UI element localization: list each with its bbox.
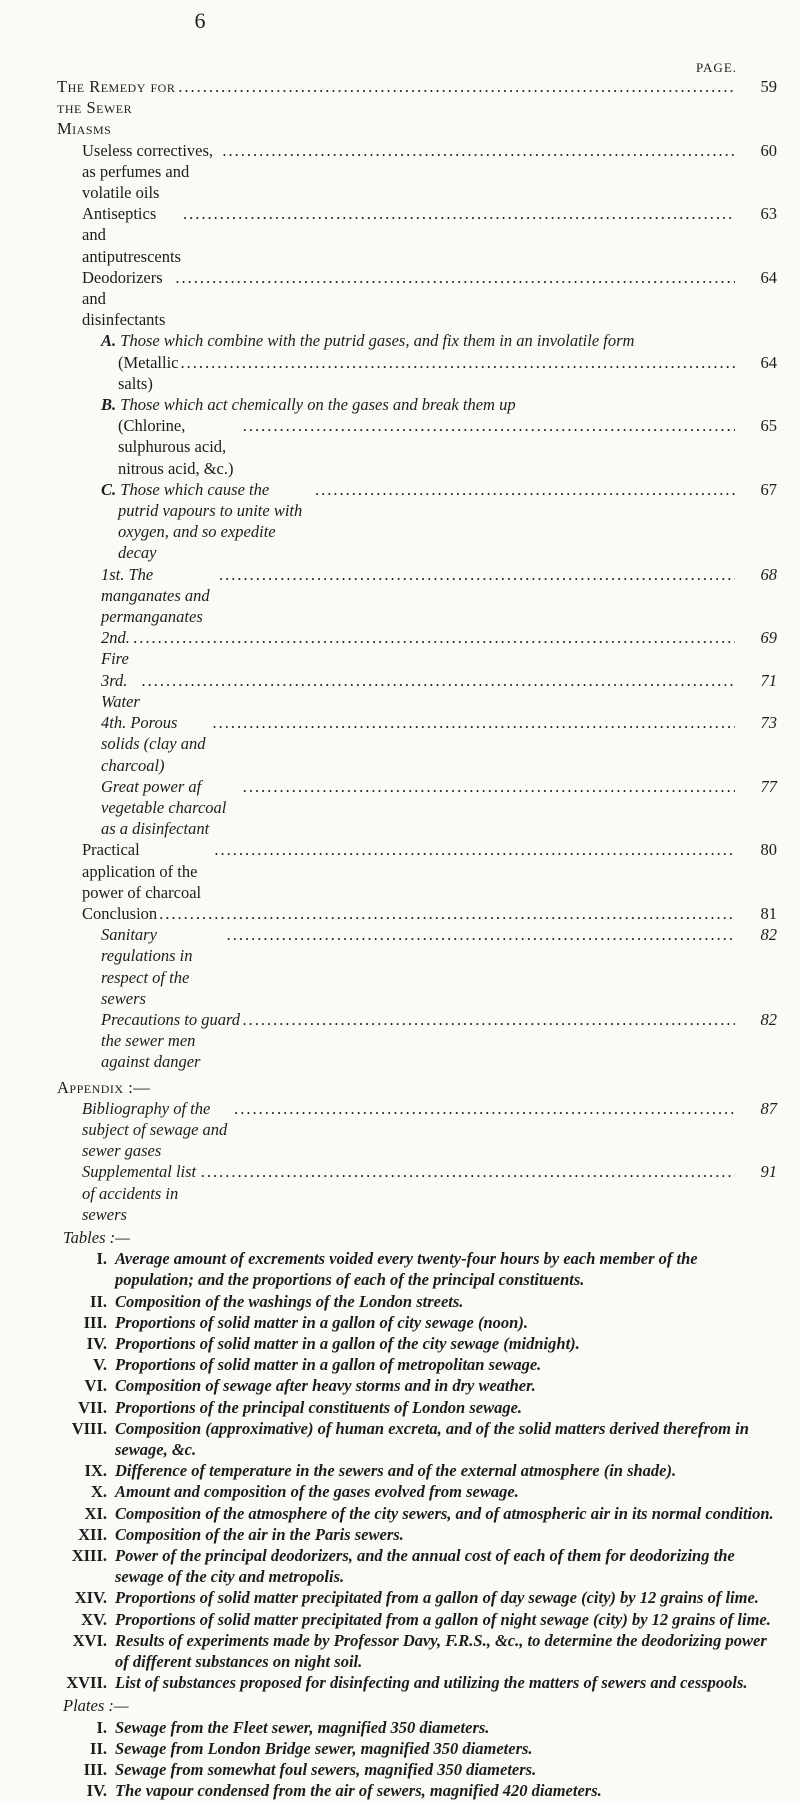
toc-entry-page: 68 [760, 564, 777, 584]
toc-entry [57, 712, 777, 776]
table-list-item-number: XV. [81, 1609, 107, 1629]
toc-entry-tail: (Chlorine, sulphurous acid, nitrous acid, &c.) [118, 416, 234, 478]
table-list-item-number: III. [83, 1312, 107, 1332]
toc-entry [57, 564, 777, 628]
table-list-item-text: Average amount of excrements voided every twenty-four hours by each member of the population; and the proportions of each of the principal constituents. [115, 1249, 698, 1290]
toc-entry [57, 903, 777, 924]
toc-entry-page: 80 [760, 840, 777, 860]
toc-entry [57, 415, 777, 479]
table-list-item [57, 1609, 777, 1630]
table-list-item-number: I. [96, 1249, 107, 1269]
plate-list-item-text: Sewage from London Bridge sewer, magnified 350 diameters. [115, 1738, 533, 1758]
toc-entry-text: Antiseptics and antiputrescents [82, 204, 181, 266]
table-list-item-number: XIII. [71, 1546, 107, 1566]
toc-entry-text: Great power af vegetable charcoal as a disinfectant [101, 776, 227, 839]
table-list-item [57, 1248, 777, 1290]
table-list-item-text: Composition of the air in the Paris sewers. [115, 1524, 404, 1544]
plates-heading: Plates :— [63, 1696, 129, 1716]
toc-subentry-b [57, 394, 777, 415]
page-number: 6 [194, 8, 206, 33]
table-list-item [57, 1630, 777, 1672]
plate-list-item [57, 1717, 777, 1738]
table-list-item [57, 1333, 777, 1354]
toc-entry-text: Those which cause the putrid vapours to unite with oxygen, and so expedite decay [118, 479, 303, 563]
table-list-item-text: Proportions of the principal constituents of London sewage. [115, 1397, 523, 1417]
plate-list-item-text: Sewage from somewhat foul sewers, magnified 350 diameters. [115, 1760, 537, 1780]
toc-subentry-c [57, 479, 777, 564]
table-list-item [57, 1481, 777, 1502]
table-list-item-number: VI. [84, 1376, 107, 1396]
plate-list-item-number: II. [90, 1738, 107, 1758]
toc-entry [57, 924, 777, 1009]
tables-list [57, 1248, 777, 1693]
toc-entry-text: 2nd. Fire [101, 628, 130, 669]
table-list-item [57, 1354, 777, 1375]
toc-entry-page: 60 [760, 140, 777, 160]
table-list-item-number: XVII. [66, 1673, 107, 1693]
table-list-item-text: Difference of temperature in the sewers and of the external atmosphere (in shade). [115, 1461, 677, 1481]
table-list-item-number: IX. [84, 1461, 107, 1481]
toc-entry-page: 73 [760, 713, 777, 733]
toc-entry-page: 77 [760, 776, 777, 796]
plate-list-item [57, 1759, 777, 1780]
table-list-item-text: Composition of sewage after heavy storms and in dry weather. [115, 1376, 536, 1396]
page-column-label: PAGE. [696, 60, 738, 75]
table-list-item-number: XII. [78, 1524, 107, 1544]
table-list-item-text: Power of the principal deodorizers, and the annual cost of each of them for deodorizing the sewage of the city and metropolis. [115, 1546, 735, 1587]
table-list-item [57, 1375, 777, 1396]
toc-entry-page: 59 [760, 77, 777, 96]
table-list-item-text: Proportions of solid matter in a gallon of the city sewage (midnight). [115, 1333, 580, 1353]
table-list-item-text: Proportions of solid matter in a gallon of city sewage (noon). [115, 1312, 528, 1332]
toc-entry-text: Practical application of the power of charcoal [82, 840, 202, 902]
toc-entry [57, 839, 777, 903]
toc-entry [57, 76, 777, 140]
toc-entry [57, 140, 777, 204]
toc-entry-text: The Remedy for the Sewer Miasms [57, 77, 176, 139]
toc-entry [57, 627, 777, 669]
table-of-contents [57, 76, 777, 1801]
toc-entry-page: 82 [760, 925, 777, 945]
appendix-heading: Appendix :— [57, 1077, 151, 1097]
toc-entry-page: 87 [760, 1098, 777, 1118]
toc-subentry-label: A. [101, 331, 117, 351]
table-list-item-number: X. [90, 1482, 107, 1502]
toc-entry-text: 4th. Porous solids (clay and charcoal) [101, 713, 206, 775]
toc-entry [57, 776, 777, 840]
tables-heading: Tables :— [63, 1227, 130, 1247]
toc-subentry-label: B. [101, 395, 117, 415]
toc-entry-page: 65 [760, 416, 777, 436]
plate-list-item [57, 1738, 777, 1759]
toc-entry-tail: (Metallic salts) [118, 352, 179, 393]
toc-entry-text: Those which act chemically on the gases and break them up [120, 395, 516, 415]
toc-entry-page: 64 [760, 267, 777, 287]
table-list-item [57, 1291, 777, 1312]
table-list-item [57, 1312, 777, 1333]
toc-subentry-a [57, 330, 777, 351]
toc-entry-text: 1st. The manganates and permanganates [101, 564, 210, 627]
table-list-item-number: XVI. [72, 1630, 107, 1650]
plate-list-item-number: I. [96, 1717, 107, 1737]
toc-subentry-label: C. [101, 479, 117, 499]
table-list-item-number: VII. [78, 1397, 107, 1417]
table-list-item-number: XI. [84, 1503, 107, 1523]
table-list-item [57, 1524, 777, 1545]
table-list-item-text: Proportions of solid matter in a gallon of metropolitan sewage. [115, 1355, 542, 1375]
plate-list-item-number: III. [83, 1760, 107, 1780]
toc-entry-page: 69 [760, 628, 777, 648]
table-list-item [57, 1545, 777, 1587]
toc-entry [57, 203, 777, 267]
table-list-item-text: Composition of the washings of the London streets. [115, 1291, 464, 1311]
toc-entry-text: Bibliography of the subject of sewage and sewer gases [82, 1098, 228, 1161]
table-list-item-number: VIII. [71, 1418, 107, 1438]
toc-entry-text: Those which combine with the putrid gases, and fix them in an involatile form [120, 331, 635, 351]
table-list-item [57, 1418, 777, 1460]
table-list-item [57, 1397, 777, 1418]
table-list-item-text: Composition of the atmosphere of the city sewers, and of atmospheric air in its normal condition. [115, 1503, 774, 1523]
plates-list [57, 1717, 777, 1801]
table-list-item-text: Results of experiments made by Professor Davy, F.R.S., &c., to determine the deodorizing power of different substances on night soil. [115, 1630, 767, 1672]
toc-entry-page: 82 [760, 1009, 777, 1029]
toc-entry [57, 352, 777, 394]
toc-entry [57, 267, 777, 331]
table-list-item [57, 1503, 777, 1524]
toc-entry-page: 71 [760, 670, 777, 690]
toc-entry-text: Sanitary regulations in respect of the sewers [101, 925, 193, 1008]
plate-list-item-number: IV. [86, 1781, 107, 1801]
table-list-item [57, 1672, 777, 1693]
toc-entry [57, 1009, 777, 1073]
toc-entry-text: Useless correctives, as perfumes and volatile oils [82, 140, 214, 203]
table-list-item-number: IV. [86, 1333, 107, 1353]
table-list-item-text: Proportions of solid matter precipitated from a gallon of day sewage (city) by 12 grains of lime. [115, 1588, 759, 1608]
table-list-item-number: II. [90, 1291, 107, 1311]
table-list-item-number: V. [93, 1355, 107, 1375]
plate-list-item-text: Sewage from the Fleet sewer, magnified 350 diameters. [115, 1717, 490, 1737]
toc-entry [57, 1098, 777, 1162]
plate-list-item [57, 1780, 777, 1801]
table-list-item-text: Proportions of solid matter precipitated from a gallon of night sewage (city) by 12 grains of lime. [115, 1609, 771, 1629]
table-list-item-text: Amount and composition of the gases evolved from sewage. [115, 1482, 519, 1502]
toc-entry [57, 1161, 777, 1225]
toc-entry [57, 670, 777, 712]
toc-entry-page: 63 [760, 204, 777, 224]
table-list-item-text: List of substances proposed for disinfecting and utilizing the matters of sewers and cesspools. [115, 1673, 748, 1693]
toc-entry-page: 64 [760, 352, 777, 372]
table-list-item-text: Composition (approximative) of human excreta, and of the solid matters derived therefrom in sewage, &c. [115, 1418, 749, 1459]
toc-entry-text: 3rd. Water [101, 670, 140, 711]
toc-entry-text: Precautions to guard the sewer men against danger [101, 1009, 241, 1072]
toc-entry-page: 81 [760, 903, 777, 923]
plate-list-item-text: The vapour condensed from the air of sewers, magnified 420 diameters. [115, 1781, 602, 1801]
toc-entry-text: Deodorizers and disinfectants [82, 267, 166, 330]
toc-entry-page: 91 [760, 1162, 777, 1182]
table-list-item [57, 1460, 777, 1481]
toc-entry-text: Supplemental list of accidents in sewers [82, 1162, 197, 1224]
table-list-item-number: XIV. [74, 1588, 107, 1608]
toc-entry-text: Conclusion [82, 903, 158, 923]
table-list-item [57, 1587, 777, 1608]
toc-entry-page: 67 [760, 479, 777, 499]
